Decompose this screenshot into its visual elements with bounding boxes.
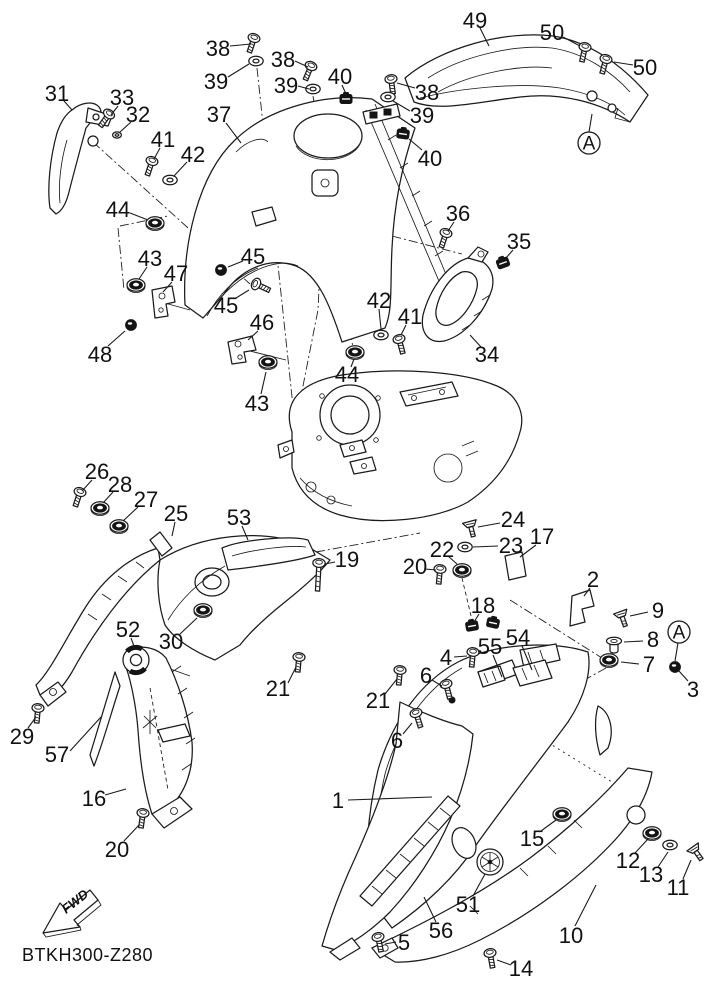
part-label-31[interactable]: 31 bbox=[44, 81, 70, 106]
part-label-38[interactable]: 38 bbox=[270, 47, 296, 72]
part-label-26[interactable]: 26 bbox=[84, 459, 110, 484]
fastener-clip-icon bbox=[495, 255, 510, 269]
part-label-19[interactable]: 19 bbox=[334, 547, 360, 572]
fastener-ring-icon bbox=[123, 647, 149, 673]
part-label-45[interactable]: 45 bbox=[240, 244, 266, 269]
drawing-code-label: BTKH300-Z280 bbox=[22, 945, 154, 965]
part-label-7[interactable]: 7 bbox=[642, 652, 656, 677]
part-label-52[interactable]: 52 bbox=[115, 617, 141, 642]
part-label-20[interactable]: 20 bbox=[402, 554, 428, 579]
part-label-18[interactable]: 18 bbox=[470, 593, 496, 618]
part-label-39[interactable]: 39 bbox=[409, 103, 435, 128]
fastener-nut-icon bbox=[670, 662, 681, 673]
part-label-40[interactable]: 40 bbox=[417, 146, 443, 171]
fastener-pan-icon bbox=[436, 227, 453, 249]
part-label-43[interactable]: 43 bbox=[137, 246, 163, 271]
part-label-55[interactable]: 55 bbox=[477, 634, 503, 659]
part-label-12[interactable]: 12 bbox=[615, 848, 641, 873]
part-label-42[interactable]: 42 bbox=[180, 142, 206, 167]
leader-line bbox=[473, 546, 498, 547]
part-label-48[interactable]: 48 bbox=[87, 342, 113, 367]
fastener-bushing-icon bbox=[607, 637, 622, 653]
fastener-flat-icon bbox=[687, 843, 707, 864]
part-label-49[interactable]: 49 bbox=[462, 8, 488, 33]
part-label-29[interactable]: 29 bbox=[9, 724, 35, 749]
part-label-5[interactable]: 5 bbox=[397, 930, 411, 955]
part-label-3[interactable]: 3 bbox=[686, 677, 700, 702]
fwd-arrow-icon bbox=[43, 886, 101, 937]
part-label-16[interactable]: 16 bbox=[81, 786, 107, 811]
leader-line bbox=[454, 656, 467, 657]
part-label-8[interactable]: 8 bbox=[646, 627, 660, 652]
part-label-28[interactable]: 28 bbox=[107, 472, 133, 497]
fuel-tank bbox=[278, 371, 522, 521]
part-label-39[interactable]: 39 bbox=[203, 69, 229, 94]
fastener-washer-icon bbox=[663, 840, 677, 850]
part-label-11[interactable]: 11 bbox=[666, 875, 690, 900]
part-label-38[interactable]: 38 bbox=[414, 80, 440, 105]
part-label-2[interactable]: 2 bbox=[586, 567, 600, 592]
leader-line bbox=[630, 612, 648, 616]
part-label-10[interactable]: 10 bbox=[558, 923, 584, 948]
fastener-pan-icon bbox=[300, 60, 318, 82]
part-label-50[interactable]: 50 bbox=[539, 20, 565, 45]
ref-letter-A: A bbox=[582, 133, 596, 155]
part-label-44[interactable]: 44 bbox=[105, 197, 131, 222]
part-label-40[interactable]: 40 bbox=[327, 64, 353, 89]
part-label-45[interactable]: 45 bbox=[213, 293, 239, 318]
part-34-scoop bbox=[422, 247, 492, 341]
part-label-20[interactable]: 20 bbox=[104, 837, 130, 862]
part-label-51[interactable]: 51 bbox=[455, 892, 481, 917]
fastener-grommet-icon bbox=[127, 279, 145, 293]
fastener-flat-icon bbox=[463, 520, 481, 539]
fastener-grommet-icon bbox=[643, 827, 661, 841]
fastener-pan-icon bbox=[31, 703, 45, 723]
part-label-57[interactable]: 57 bbox=[44, 742, 70, 767]
part-label-47[interactable]: 47 bbox=[163, 261, 189, 286]
part-label-34[interactable]: 34 bbox=[474, 342, 500, 367]
part-label-21[interactable]: 21 bbox=[365, 688, 391, 713]
fastener-washer-icon bbox=[381, 92, 395, 102]
part-label-15[interactable]: 15 bbox=[519, 826, 545, 851]
part-label-9[interactable]: 9 bbox=[651, 598, 665, 623]
part-label-22[interactable]: 22 bbox=[429, 537, 455, 562]
leader-line bbox=[621, 662, 639, 664]
part-label-50[interactable]: 50 bbox=[632, 55, 658, 80]
leader-line bbox=[230, 44, 251, 46]
fastener-pan-icon bbox=[433, 564, 447, 584]
fastener-washer-icon bbox=[374, 330, 388, 340]
fastener-washer-icon bbox=[458, 542, 472, 552]
fastener-pan-icon bbox=[244, 32, 261, 54]
part-label-23[interactable]: 23 bbox=[498, 533, 524, 558]
fastener-grommet-icon bbox=[259, 356, 277, 370]
part-label-4[interactable]: 4 bbox=[439, 645, 453, 670]
part-label-6[interactable]: 6 bbox=[419, 663, 433, 688]
leader-line bbox=[228, 64, 249, 77]
part-2-tag bbox=[570, 590, 594, 626]
fastener-grommet-icon bbox=[553, 808, 571, 822]
fastener-grommet-icon bbox=[146, 217, 164, 231]
part-label-33[interactable]: 33 bbox=[109, 85, 135, 110]
ref-leader-line bbox=[675, 643, 678, 661]
fastener-pan-icon bbox=[392, 333, 409, 355]
fastener-clip-icon bbox=[340, 93, 352, 104]
part-label-25[interactable]: 25 bbox=[163, 501, 189, 526]
leader-line bbox=[478, 523, 500, 527]
leader-line bbox=[105, 789, 126, 795]
part-label-38[interactable]: 38 bbox=[205, 36, 231, 61]
fastener-pan-icon bbox=[483, 948, 498, 969]
leader-line bbox=[575, 885, 596, 926]
fastener-grommet-icon bbox=[346, 346, 364, 360]
part-label-39[interactable]: 39 bbox=[273, 73, 299, 98]
part-label-46[interactable]: 46 bbox=[249, 310, 275, 335]
fastener-grommet-icon bbox=[194, 604, 212, 618]
part-label-42[interactable]: 42 bbox=[366, 288, 392, 313]
part-label-1[interactable]: 1 bbox=[331, 788, 345, 813]
fastener-washer-sm-icon bbox=[113, 132, 122, 138]
part-label-17[interactable]: 17 bbox=[529, 524, 555, 549]
fastener-washer-icon bbox=[163, 175, 177, 185]
part-label-56[interactable]: 56 bbox=[428, 918, 454, 943]
fastener-clip-icon bbox=[465, 619, 479, 632]
part-label-37[interactable]: 37 bbox=[206, 102, 232, 127]
part-label-35[interactable]: 35 bbox=[506, 229, 532, 254]
part-label-44[interactable]: 44 bbox=[334, 362, 360, 387]
fastener-pan-icon bbox=[250, 277, 273, 296]
part-label-43[interactable]: 43 bbox=[244, 391, 270, 416]
part-46-bracket bbox=[228, 336, 256, 364]
part-label-41[interactable]: 41 bbox=[150, 127, 176, 152]
part-label-14[interactable]: 14 bbox=[508, 956, 534, 981]
fastener-pan-icon bbox=[292, 652, 306, 672]
fwd-label: FWD bbox=[58, 886, 92, 917]
part-label-24[interactable]: 24 bbox=[500, 507, 526, 532]
fastener-grommet-icon bbox=[453, 564, 471, 578]
fastener-washer-icon bbox=[249, 56, 263, 66]
part-label-30[interactable]: 30 bbox=[158, 629, 184, 654]
part-label-41[interactable]: 41 bbox=[397, 304, 423, 329]
fastener-grommet-icon bbox=[91, 502, 109, 516]
ref-leader-line bbox=[589, 114, 592, 132]
fastener-grommet-icon bbox=[600, 654, 618, 668]
ref-letter-A: A bbox=[672, 622, 686, 644]
part-label-27[interactable]: 27 bbox=[133, 487, 159, 512]
fastener-pan-icon bbox=[135, 808, 150, 829]
part-label-54[interactable]: 54 bbox=[505, 625, 531, 650]
part-51-emblem bbox=[477, 849, 503, 875]
part-label-13[interactable]: 13 bbox=[638, 862, 664, 887]
part-label-6[interactable]: 6 bbox=[390, 728, 404, 753]
leader-line bbox=[130, 213, 148, 220]
part-label-32[interactable]: 32 bbox=[125, 102, 151, 127]
fastener-nut-icon bbox=[216, 265, 227, 276]
fastener-nut-icon bbox=[126, 320, 137, 331]
part-49-rear-cover bbox=[405, 35, 648, 122]
part-57-blade bbox=[90, 672, 120, 766]
fastener-pan-icon bbox=[142, 155, 159, 177]
fastener-grommet-icon bbox=[110, 520, 128, 534]
fastener-pan-icon bbox=[384, 74, 399, 95]
fastener-flat-icon bbox=[614, 609, 632, 628]
part-label-53[interactable]: 53 bbox=[226, 505, 252, 530]
leader-line bbox=[624, 641, 643, 642]
fastener-pan-icon bbox=[70, 486, 87, 508]
part-label-21[interactable]: 21 bbox=[265, 676, 291, 701]
part-label-36[interactable]: 36 bbox=[445, 201, 471, 226]
